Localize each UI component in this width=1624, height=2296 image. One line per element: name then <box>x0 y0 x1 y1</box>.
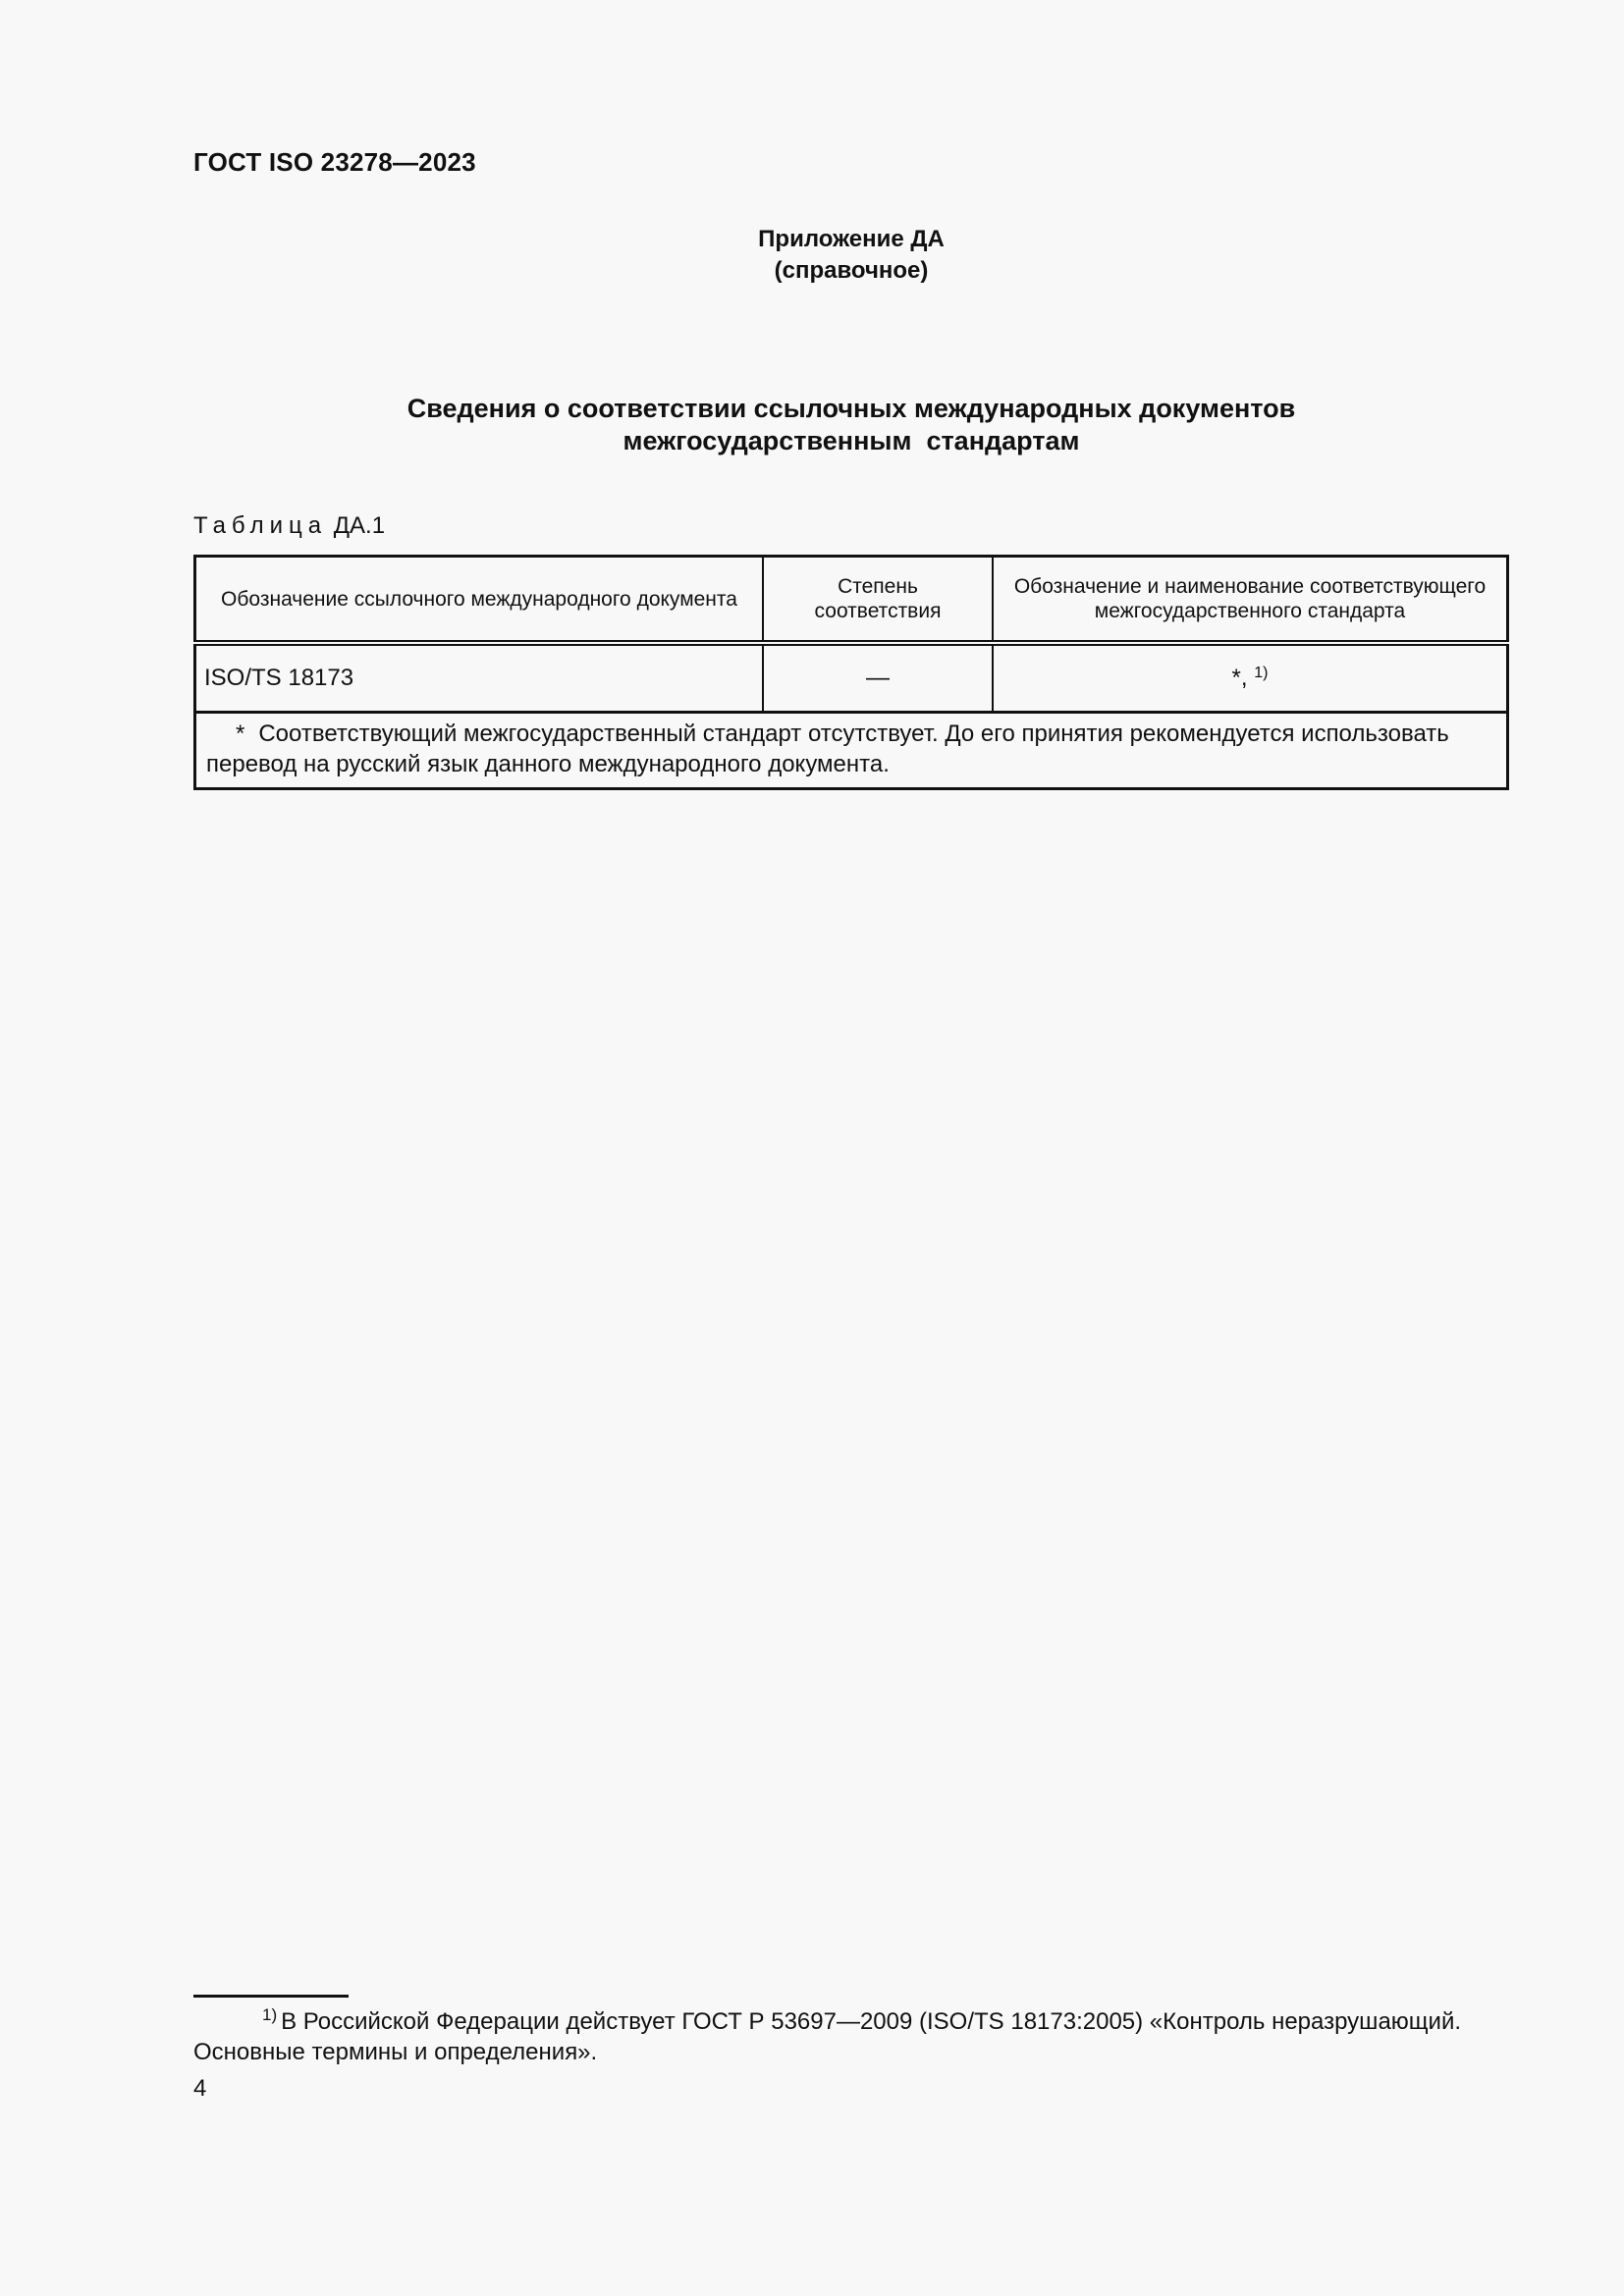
conformity-table <box>193 555 1509 790</box>
appendix-title: Приложение ДА <box>758 226 945 252</box>
section-title-line-1: Сведения о соответствии ссылочных международных документов <box>406 394 1296 423</box>
footnote <box>193 2000 1514 2067</box>
footnote-marker: 1) <box>262 2005 278 2024</box>
table-caption-number: ДА.1 <box>333 512 386 539</box>
header-interstate-standard: Обозначение и наименование соответствующего межгосударственного стандарта <box>993 557 1508 644</box>
footnote-divider <box>193 1995 349 1998</box>
document-code: ГОСТ ISO 23278—2023 <box>193 147 476 177</box>
cell-degree: — <box>763 643 993 713</box>
footnote-reference: 1) <box>1254 665 1269 681</box>
note-text: Соответствующий межгосударственный стандарт отсутствует. До его принятия рекомендуется использовать перевод на русский язык данного международного документа. <box>206 721 1449 777</box>
appendix-kind: (справочное) <box>774 257 929 284</box>
table-header-row <box>195 557 1508 644</box>
header-degree-of-conformity: Степень соответствия <box>763 557 993 644</box>
table-note <box>195 713 1508 789</box>
section-title <box>193 393 1509 457</box>
table-note-row <box>195 713 1508 789</box>
table-caption-word: Таблица <box>193 512 328 539</box>
cell-reference: ISO/TS 18173 <box>195 643 764 713</box>
footnote-text: В Российской Федерации действует ГОСТ Р 53697—2009 (ISO/TS 18173:2005) «Контроль неразрушающий. Основные термины и определения». <box>193 2008 1462 2065</box>
section-title-line-2: межгосударственным стандартам <box>623 426 1080 455</box>
header-reference-document: Обозначение ссылочного международного документа <box>195 557 764 644</box>
table-row <box>195 643 1508 713</box>
cell-standard <box>993 643 1508 713</box>
standard-mark: *, <box>1231 665 1248 691</box>
page-number: 4 <box>193 2075 207 2102</box>
appendix-heading <box>193 224 1509 287</box>
note-asterisk: * <box>236 721 245 747</box>
table-caption <box>193 512 385 540</box>
